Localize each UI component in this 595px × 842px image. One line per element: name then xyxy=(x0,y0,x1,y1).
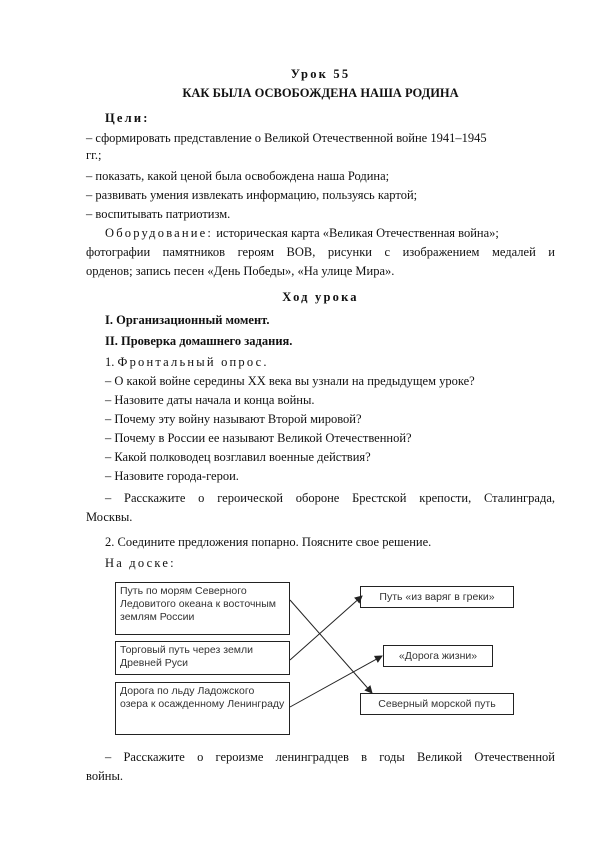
goal-item: – показать, какой ценой была освобождена наша Родина; xyxy=(86,169,390,183)
left-box-ice-road: Дорога по льду Ладожского озера к осажденному Ленинграду xyxy=(115,682,290,735)
question-item: Москвы. xyxy=(86,510,133,524)
goal-item: гг.; xyxy=(86,148,102,162)
arrow-connector xyxy=(290,596,362,660)
right-box-varangians: Путь «из варяг в греки» xyxy=(360,586,514,608)
goal-item: – развивать умения извлекать информацию, пользуясь картой; xyxy=(86,188,418,202)
frontal-heading: Фронтальный опрос. xyxy=(117,355,269,369)
question-item: – Какой полководец возглавил военные действия? xyxy=(105,450,371,464)
question-item: – Почему эту войну называют Второй мировой? xyxy=(105,412,362,426)
left-box-northern-route: Путь по морям Северного Ледовитого океана к восточным землям России xyxy=(115,582,290,635)
question-item: – Назовите города-герои. xyxy=(105,469,239,483)
lesson-number: Урок 55 xyxy=(290,67,351,81)
arrow-connector xyxy=(290,656,382,707)
on-board-label: На доске: xyxy=(105,556,176,570)
task-2-instruction: 2. Соедините предложения попарно. Поясните свое решение. xyxy=(105,535,432,549)
goals-heading: Цели: xyxy=(105,111,150,125)
equipment-heading: Оборудование: xyxy=(105,226,214,240)
equipment-text: орденов; запись песен «День Победы», «На улице Мира». xyxy=(86,264,395,278)
page-title: КАК БЫЛА ОСВОБОЖДЕНА НАША РОДИНА xyxy=(182,86,459,100)
left-box-trade-route: Торговый путь через земли Древней Руси xyxy=(115,641,290,675)
final-question: войны. xyxy=(86,769,123,783)
goal-item: – воспитывать патриотизм. xyxy=(86,207,231,221)
equipment-text: историческая карта «Великая Отечественная война»; xyxy=(216,226,499,240)
section-heading: I. Организационный момент. xyxy=(105,313,270,327)
question-item: – Расскажите о героической обороне Брестской крепости, Сталинграда, xyxy=(105,491,555,505)
question-item: – Назовите даты начала и конца войны. xyxy=(105,393,315,407)
right-box-northern-sea-route: Северный морской путь xyxy=(360,693,514,715)
lesson-course-heading: Ход урока xyxy=(282,290,359,304)
right-box-road-of-life: «Дорога жизни» xyxy=(383,645,493,667)
final-question: – Расскажите о героизме ленинградцев в годы Великой Отечественной xyxy=(105,750,555,764)
arrow-connector xyxy=(290,600,372,693)
equipment-text: фотографии памятников героям ВОВ, рисунки с изображением медалей и xyxy=(86,245,555,259)
section-heading: II. Проверка домашнего задания. xyxy=(105,334,293,348)
question-item: – О какой войне середины XX века вы узнали на предыдущем уроке? xyxy=(105,374,475,388)
goal-item: – сформировать представление о Великой Отечественной войне 1941–1945 xyxy=(86,131,487,145)
question-item: – Почему в России ее называют Великой Отечественной? xyxy=(105,431,412,445)
frontal-number: 1. xyxy=(105,355,115,369)
